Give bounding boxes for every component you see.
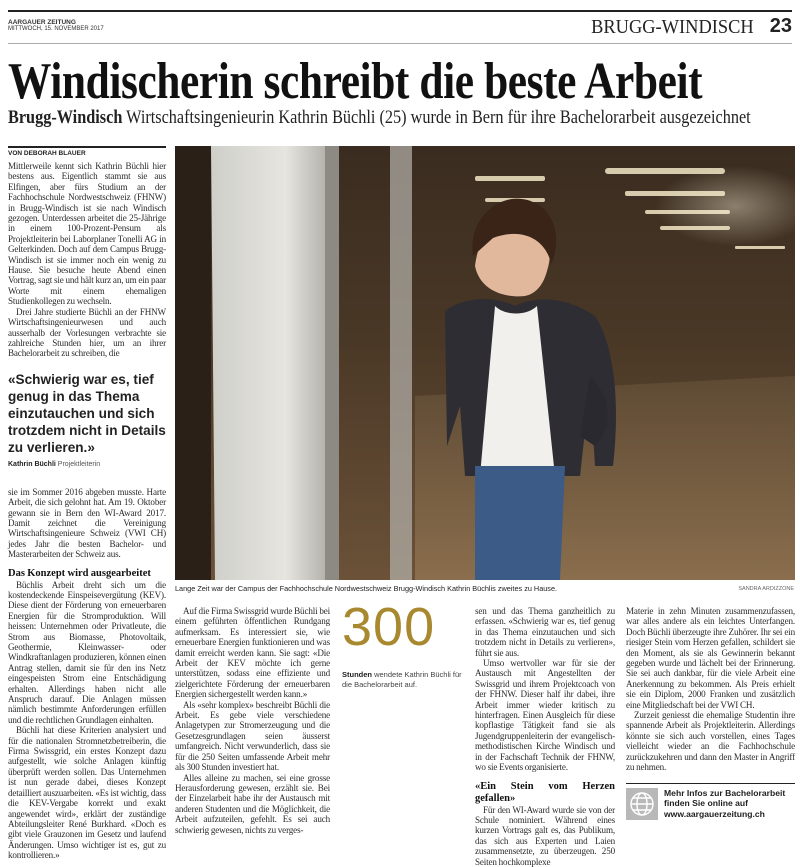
pull-quote: «Schwierig war es, tief genug in das Thema einzutauchen und sich trotzdem nicht in Details zu verlieren.» bbox=[8, 371, 166, 455]
paragraph: Drei Jahre studierte Büchli an der FHNW Wirtschaftsingenieurwesen und auch ausserhalb der Vorlesungen verbrachte sie zahlreiche Stunden hier, um an ihrer Bachelorarbeit zu schreiben, die bbox=[8, 306, 166, 359]
fact-unit: Stunden bbox=[342, 670, 372, 679]
photo-credit: SANDRA ARDIZZONE bbox=[738, 586, 794, 592]
info-box bbox=[626, 783, 795, 820]
subheadline-place: Brugg-Windisch bbox=[8, 107, 123, 128]
paragraph: Mittlerweile kennt sich Kathrin Büchli hier bestens aus. Eigentlich stammt sie aus Elfingen, aber fürs Studium an der Fachhochschule Nordwestschweiz (FHNW) in Brugg-Windisch ist sie nach Windisch gezogen. Unterdessen arbeitet die 25-Jährige in einem 100-Prozent-Pensum als Projektleiterin bei Laborplaner Tonelli AG in Gelterkinden. Doch auf dem Campus Brugg-Windisch ist sie immer noch ein wenig zu Hause. Sie besuche heute Abend einen Vortrag, sagt sie und hält kurz an, um ein paar Worte mit einem ehemaligen Studienkollegen zu wechseln. bbox=[8, 161, 166, 307]
paragraph: sie im Sommer 2016 abgeben musste. Harte Arbeit, die sich gelohnt hat. Am 19. Oktober gewann sie in Bern den WI-Award 2017. Damit zeichnet die Vereinigung Wirtschaftsingenieure Schweiz (VWI CH) jedes Jahr die besten Bachelor- und Masterarbeiten der Schweiz aus. bbox=[8, 486, 166, 560]
quote-author-role: Projektleiterin bbox=[57, 460, 101, 468]
paragraph: sen und das Thema ganzheitlich zu erfassen. «Schwierig war es, tief genug in das Thema einzutauchen und sich trotzdem nicht in Details zu verlieren», führt sie aus. bbox=[475, 606, 615, 658]
quote-attribution bbox=[8, 460, 166, 469]
info-text bbox=[664, 788, 785, 820]
section-name: BRUGG-WINDISCH bbox=[591, 16, 754, 38]
paragraph: Für den WI-Award wurde sie von der Schule nominiert. Während eines kurzen Vortrags galt es, das Publikum, das sich aus Experten und Laien zusammensetzte, zu überzeugen. 250 Seiten hochkomplexe bbox=[475, 804, 615, 867]
info-line-2: finden Sie online auf bbox=[664, 798, 749, 808]
fact-number: 300 bbox=[342, 597, 436, 657]
paragraph: Materie in zehn Minuten zusammenzufassen, war alles andere als ein leichtes Unterfangen. Doch Büchli überzeugte ihre Zuhörer. Ihr sei ein riesiger Stein vom Herzen gefallen, schildert sie den Moment, als sie als Gewinnerin bekannt gegeben wurde und lächelt bei der Erinnerung. Sie sei auch dankbar, für die viele Arbeit eine Anerkennung zu bekommen. Als Preis erhielt sie ein Diplom, 2000 Franken und zusätzlich eine Mitgliedschaft bei der VWI CH. bbox=[626, 606, 795, 710]
paragraph: Als «sehr komplex» beschreibt Büchli die Arbeit. Es gebe viele verschiedene Anlagetypen zur Stromerzeugung und die Gesetzesgrundlagen seien äusserst umfangreich. Nicht verwunderlich, dass sie für die 250 Seiten umfassende Arbeit mehr als 300 Stunden investiert hat. bbox=[175, 699, 330, 773]
fact-caption bbox=[342, 670, 462, 689]
column-4 bbox=[626, 606, 795, 820]
quote-author: Kathrin Büchli bbox=[8, 460, 56, 468]
column-3 bbox=[475, 606, 615, 867]
byline-rule bbox=[8, 146, 166, 148]
info-line-1: Mehr Infos zur Bachelorarbeit bbox=[664, 787, 786, 798]
column-1 bbox=[8, 161, 166, 861]
subhead: Das Konzept wird ausgearbeitet bbox=[8, 567, 151, 579]
paragraph: Alles alleine zu machen, sei eine grosse Herausforderung gewesen, erzählt sie. Bei der Einzelarbeit habe ihr der Austausch mit anderen Studenten und die Möglichkeit, die Arbeit aufzuteilen, gefehlt. Es sei auch schwierig gewesen, nichts zu verges- bbox=[175, 772, 330, 835]
top-rule bbox=[8, 10, 792, 12]
paragraph: Umso wertvoller war für sie der Austausch mit Angestellten der Swissgrid und ihrem Projektcoach von der FHNW. Dieser half ihr dabei, ihre Arbeit immer wieder kritisch zu hinterfragen. Einen Ausgleich für diese kopflastige Tätigkeit fand sie als Jugendgruppenleiterin der evangelisch-methodistischen Kirche Windisch und in der Fachschaft Technik der FHNW, wo sie Events organisierte. bbox=[475, 658, 615, 773]
headline: Windischerin schreibt die beste Arbeit bbox=[8, 53, 703, 110]
issue-date: MITTWOCH, 15. NOVEMBER 2017 bbox=[8, 26, 104, 32]
byline: VON DEBORAH BLAUER bbox=[8, 150, 86, 157]
subheadline bbox=[8, 107, 751, 129]
paragraph: Auf die Firma Swissgrid wurde Büchli bei einem geführten öffentlichen Rundgang aufmerksam. Es interessiert sie, wie erneuerbare Energien funktionieren und was damit erreicht werden kann. Sie sagt: «Die Arbeit der KEV möchte ich gerne unterstützen, sodass eine effiziente und zielgerichtete Förderung der erneuerbaren Energien sichergestellt werden kann.» bbox=[175, 606, 330, 700]
masthead bbox=[8, 19, 104, 33]
page-number: 23 bbox=[769, 15, 792, 37]
header-divider bbox=[8, 43, 792, 44]
photo-caption: Lange Zeit war der Campus der Fachhochschule Nordwestschweiz Brugg-Windisch Kathrin Büchlis zweites zu Hause. bbox=[175, 584, 558, 593]
paragraph: Büchli hat diese Kriterien analysiert und für die nationalen Stromnetzbetreiberin, die Firma Swissgrid, ein erstes Konzept dazu aufgestellt, wie solche Anlagen künftig überprüft werden sollen. Das Unternehmen ist nun gerade dabei, dieses Konzept detailliert auszuarbeiten. «Es ist wichtig, dass die KEV-Vergabe korrekt und exakt angewendet wird», erklärt der zuständige Abteilungsleiter René Burkhard. «Doch es gibt viele Grauzonen im Gesetz und laufend Änderungen. Umso wichtiger ist es, gut zu kontrollieren.» bbox=[8, 725, 166, 861]
info-link[interactable]: www.aargauerzeitung.ch bbox=[664, 808, 765, 819]
paragraph: Büchlis Arbeit dreht sich um die kostendeckende Einspeisevergütung (KEV). Diese dient der Förderung von erneuerbaren Energien für die Stromproduktion. Will heissen: Unternehmen oder Privatleute, die Strom aus Biomasse, Photovoltaik, Geothermie, Kleinwasser- oder Windkraftanlagen produzieren, können einen Antrag stellen, damit sie für den ins Netz eingespeisten Strom eine Entschädigung erhalten. Allerdings haben nicht alle Anspruch darauf. Die Anlagen müssen nämlich bestimmte Anforderungen erfüllen und die rechtlichen Grundlagen einhalten. bbox=[8, 579, 166, 725]
subhead: «Ein Stein vom Herzen gefallen» bbox=[475, 780, 615, 804]
subheadline-text: Wirtschaftsingenieurin Kathrin Büchli (25) wurde in Bern für ihre Bachelorarbeit ausgezeichnet bbox=[126, 107, 751, 128]
paragraph: Zurzeit geniesst die ehemalige Studentin ihre spannende Arbeit als Projektleiterin. Allerdings könnte sie sich auch vorstellen, eines Tages vielleicht wieder an die Fachhochschule zurückzukehren und dann den Master in Angriff zu nehmen. bbox=[626, 710, 795, 773]
column-2 bbox=[175, 606, 330, 835]
paper-name: AARGAUER ZEITUNG bbox=[8, 19, 76, 26]
article-photo bbox=[175, 146, 795, 580]
globe-icon bbox=[626, 788, 658, 820]
photo-image bbox=[175, 146, 795, 580]
fact-text: wendete Kathrin Büchli für die Bachelorarbeit auf. bbox=[342, 670, 462, 689]
